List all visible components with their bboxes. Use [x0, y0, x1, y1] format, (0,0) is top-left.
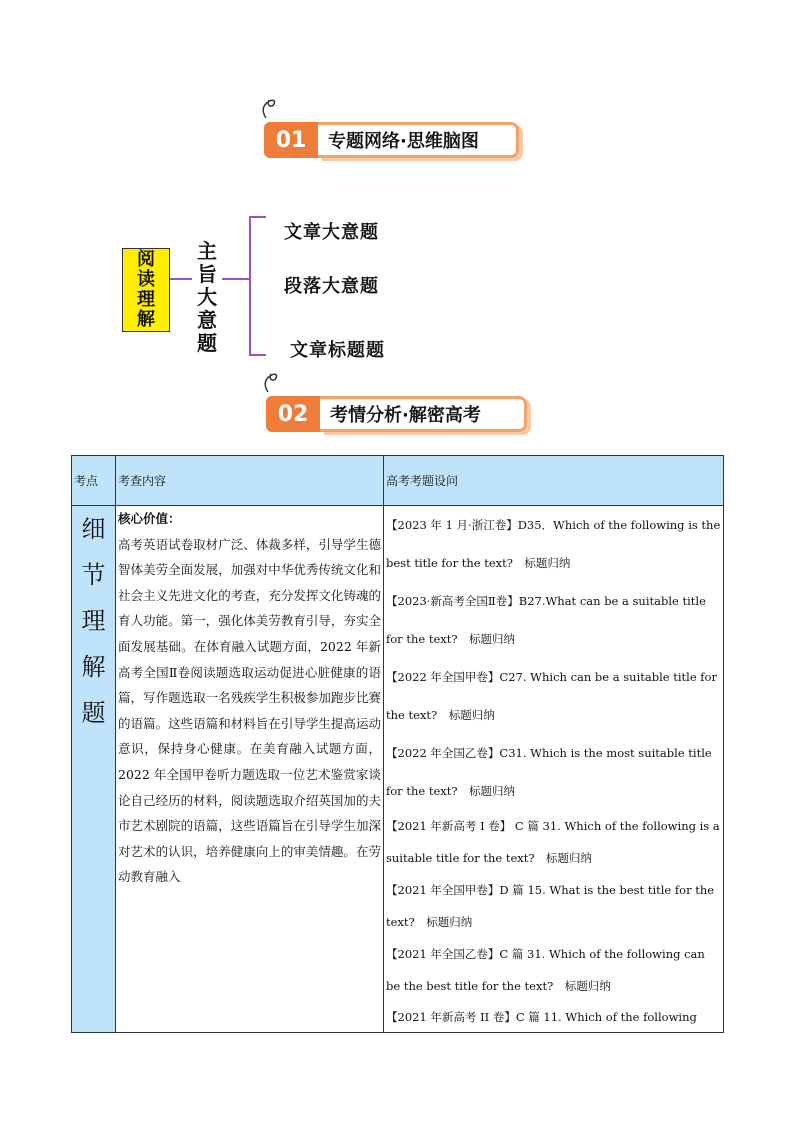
- mind-map-leaf: 文章标题题: [290, 340, 385, 361]
- question-item: 【2022 年全国乙卷】C31. Which is the most suitable title for the text? 标题归纳: [386, 746, 712, 798]
- questions-cell: [384, 506, 724, 1033]
- question-item: 【2023·新高考全国Ⅱ卷】B27.What can be a suitable title for the text? 标题归纳: [386, 594, 706, 646]
- mind-map: [0, 0, 794, 380]
- question-item: 【2023 年 1 月·浙江卷】D35．Which of the following is the best title for the text? 标题归纳: [386, 518, 721, 570]
- content-heading: 核心价值：: [118, 511, 181, 526]
- section-title: 专题网络·思维脑图: [318, 122, 519, 158]
- question-item: 【2021 年新高考 II 卷】C 篇 11. Which of the following: [386, 1010, 697, 1024]
- mind-map-connectors: [0, 0, 794, 380]
- table-header-row: [72, 456, 724, 506]
- curl-icon: [262, 370, 284, 394]
- table-row: [72, 506, 724, 1033]
- content-cell: [116, 506, 384, 1033]
- section-banner-2: [266, 386, 534, 432]
- header-point: 考点: [72, 456, 116, 506]
- section-number: 02: [266, 396, 320, 432]
- question-item: 【2022 年全国甲卷】C27. Which can be a suitable title for the text? 标题归纳: [386, 670, 717, 722]
- mind-map-root: 阅读理解: [122, 248, 170, 332]
- question-item: 【2021 年全国乙卷】C 篇 31. Which of the following can be the best title for the text? 标题归纳: [386, 947, 705, 993]
- exam-point-cell: 细节理解题: [72, 506, 116, 1033]
- mind-map-leaf: 段落大意题: [284, 276, 379, 297]
- question-item: 【2021 年全国甲卷】D 篇 15. What is the best title for the text? 标题归纳: [386, 883, 715, 929]
- question-item: 【2021 年新高考 I 卷】 C 篇 31. Which of the following is a suitable title for the text? 标题归纳: [386, 819, 720, 865]
- exam-analysis-table: [71, 455, 724, 1033]
- header-content: 考查内容: [116, 456, 384, 506]
- content-text: 高考英语试卷取材广泛、体裁多样，引导学生德智体美劳全面发展，加强对中华优秀传统文化和社会主义先进文化的考查，充分发挥文化铸魂的育人功能。第一，强化体美劳教育引导，夯实全面发展基础。在体育融入试题方面，2022 年新高考全国Ⅱ卷阅读题选取运动促进心脏健康的语篇，写作题选取一名残疾学生积极参加跑步比赛的语篇。这些语篇和材料旨在引导学生提高运动意识，保持身心健康。在美育融入试题方面，2022 年全国甲卷听力题选取一位艺术鉴赏家谈论自己经历的材料，阅读题选取介绍英国加的夫市艺术剧院的语篇，这些语篇旨在引导学生加深对艺术的认识，培养健康向上的审美情趣。在劳动教育融入: [118, 536, 381, 885]
- section-number: 01: [264, 122, 318, 158]
- mind-map-branch: 主旨大意题: [197, 239, 217, 355]
- header-questions: 高考考题设问: [384, 456, 724, 506]
- mind-map-leaf: 文章大意题: [284, 222, 379, 243]
- section-title: 考情分析·解密高考: [320, 396, 527, 432]
